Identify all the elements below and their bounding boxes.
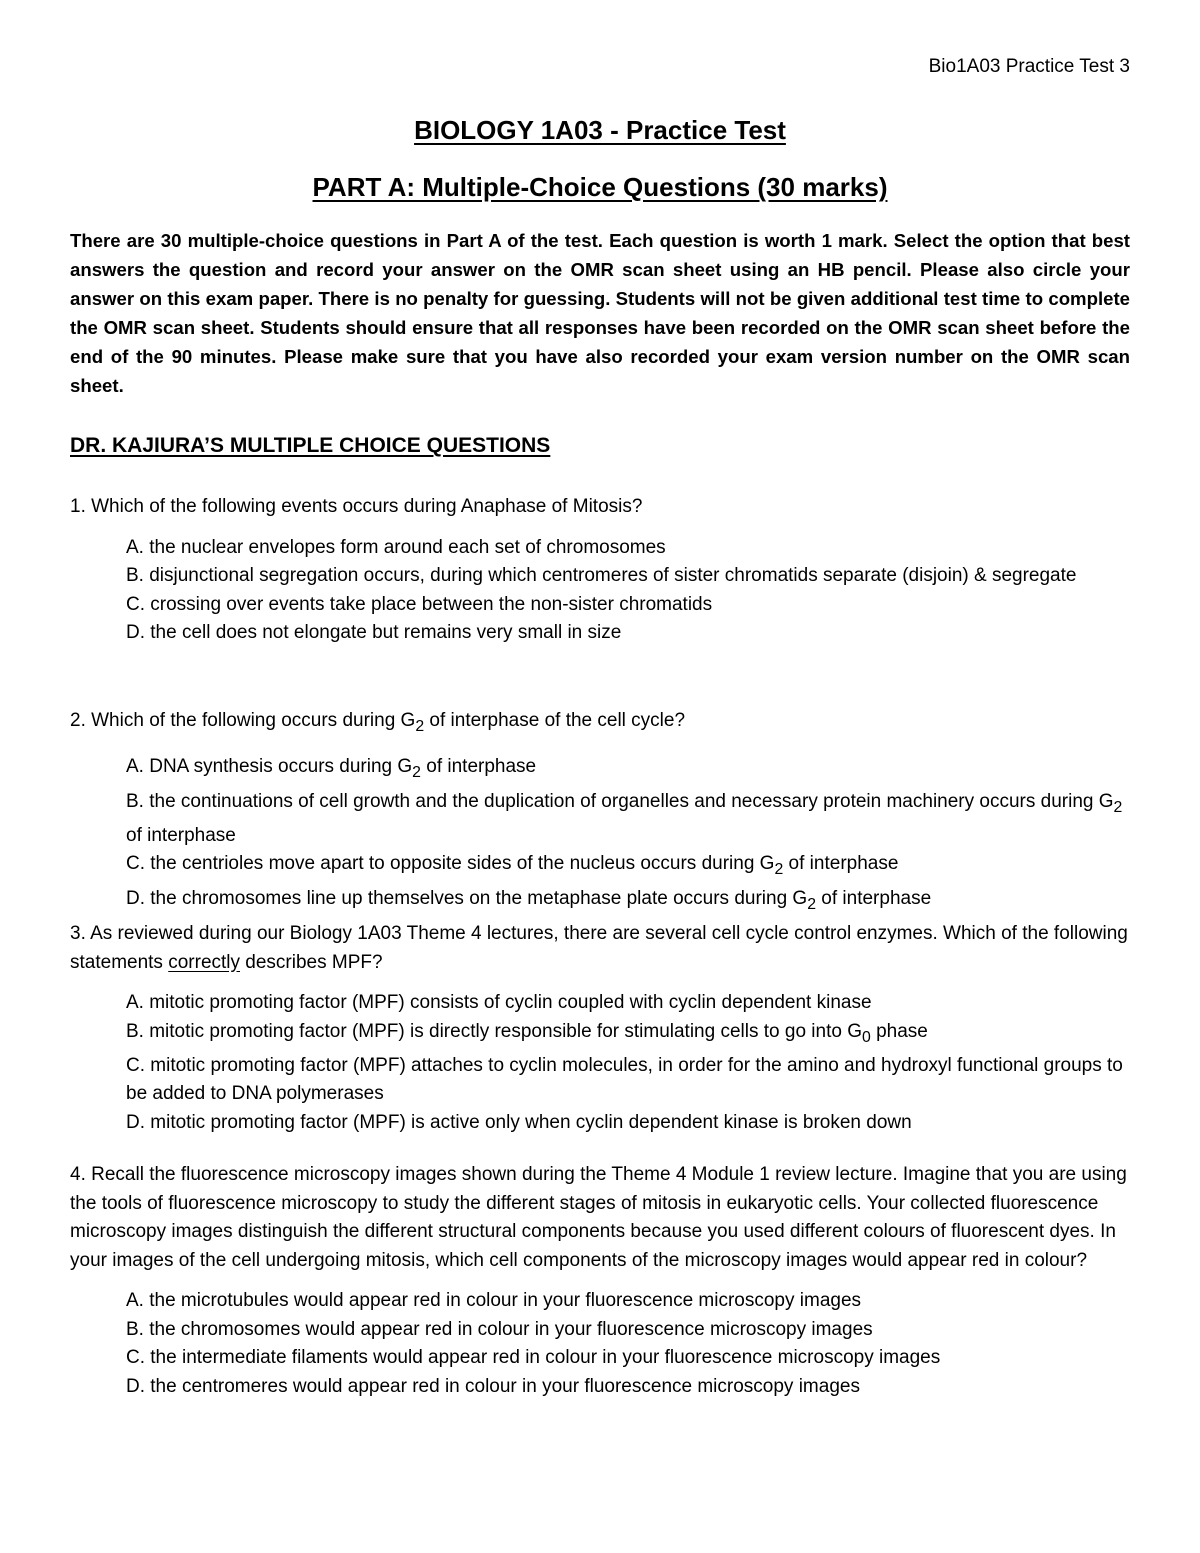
subscript: 2 <box>412 764 421 782</box>
answer-options <box>70 753 1130 919</box>
option-a: A. the nuclear envelopes form around each set of chromosomes <box>126 536 666 558</box>
option-c: C. the intermediate filaments would appear red in colour in your fluorescence microscopy images <box>126 1347 941 1368</box>
option-b: B. the chromosomes would appear red in colour in your fluorescence microscopy images <box>126 1318 873 1340</box>
question-stem <box>70 920 1130 977</box>
subscript: 2 <box>774 861 784 879</box>
option-b: B. disjunctional segregation occurs, during which centromeres of sister chromatids separate (disjoin) & segregate <box>126 565 1077 586</box>
question-2 <box>70 707 1130 919</box>
question-1 <box>70 493 1130 648</box>
running-header: Bio1A03 Practice Test 3 <box>928 56 1130 77</box>
document-title: BIOLOGY 1A03 - Practice Test <box>414 115 786 145</box>
option-text: D. the chromosomes line up themselves on the metaphase plate occurs during G <box>126 887 808 909</box>
answer-options <box>70 534 1130 648</box>
question-stem <box>70 707 1130 741</box>
question-stem: 1. Which of the following events occurs during Anaphase of Mitosis? <box>70 496 643 517</box>
subscript: 0 <box>861 1028 871 1046</box>
option-text: B. mitotic promoting factor (MPF) is directly responsible for stimulating cells to go into G <box>126 1020 862 1042</box>
question-stem: 4. Recall the fluorescence microscopy images shown during the Theme 4 Module 1 review lecture. Imagine that you are using the tools of fluorescence microscopy to study the different stages of mitosis in eukaryotic cells. Your collected fluorescence microscopy images distinguish the different structural components because you used different colours of fluorescent dyes. In your images of the cell undergoing mitosis, which cell components of the microscopy images would appear red in colour? <box>70 1164 1127 1271</box>
instructions-paragraph: There are 30 multiple-choice questions in Part A of the test. Each question is worth 1 mark. Select the option that best answers the question and record your answer on the OMR scan sheet using an HB pencil. Please also circle your answer on this exam paper. There is no penalty for guessing. Students will not be given additional test time to complete the OMR scan sheet. Students should ensure that all responses have been recorded on the OMR scan sheet before the end of the 90 minutes. Please make sure that you have also recorded your exam version number on the OMR scan sheet. <box>70 230 1130 396</box>
option-b <box>126 788 1130 851</box>
section-heading: DR. KAJIURA’S MULTIPLE CHOICE QUESTIONS <box>70 434 551 457</box>
option-c: C. mitotic promoting factor (MPF) attaches to cyclin molecules, in order for the amino and hydroxyl functional groups to be added to DNA polymerases <box>126 1054 1123 1105</box>
underlined-word: correctly <box>168 951 241 973</box>
option-text: B. the continuations of cell growth and the duplication of organelles and necessary protein machinery occurs during G <box>126 790 1114 812</box>
option-d: D. mitotic promoting factor (MPF) is active only when cyclin dependent kinase is broken down <box>126 1111 912 1133</box>
option-d: D. the cell does not elongate but remains very small in size <box>126 622 622 643</box>
option-text: phase <box>870 1020 928 1042</box>
option-a: A. the microtubules would appear red in colour in your fluorescence microscopy images <box>126 1290 862 1311</box>
option-a: A. mitotic promoting factor (MPF) consists of cyclin coupled with cyclin dependent kinase <box>126 992 872 1013</box>
option-text: A. DNA synthesis occurs during G <box>126 756 413 778</box>
option-b <box>126 1018 1130 1052</box>
part-title: PART A: Multiple-Choice Questions (30 marks) <box>312 172 888 202</box>
option-text: C. the centrioles move apart to opposite sides of the nucleus occurs during G <box>126 853 775 875</box>
stem-text: 3. As reviewed during our Biology 1A03 Theme 4 lectures, there are several cell cycle control enzymes. Which of the following statements <box>70 923 1128 973</box>
option-d: D. the centromeres would appear red in colour in your fluorescence microscopy images <box>126 1375 860 1397</box>
option-d <box>126 885 1130 919</box>
subscript: 2 <box>807 895 817 913</box>
question-4 <box>70 1161 1130 1401</box>
stem-text: describes MPF? <box>240 951 383 973</box>
option-c: C. crossing over events take place between the non-sister chromatids <box>126 593 713 615</box>
option-c <box>126 850 1130 884</box>
question-3 <box>70 920 1130 1137</box>
option-text: of interphase <box>420 756 537 778</box>
stem-text: of interphase of the cell cycle? <box>424 710 686 731</box>
option-text: of interphase <box>816 887 932 909</box>
answer-options <box>70 1287 1130 1401</box>
stem-text: 2. Which of the following occurs during G <box>70 710 416 731</box>
subscript: 2 <box>415 717 425 735</box>
answer-options <box>70 989 1130 1137</box>
option-text: of interphase <box>126 824 236 846</box>
option-text: of interphase <box>783 853 899 875</box>
option-a <box>126 753 1130 787</box>
subscript: 2 <box>1113 798 1123 816</box>
